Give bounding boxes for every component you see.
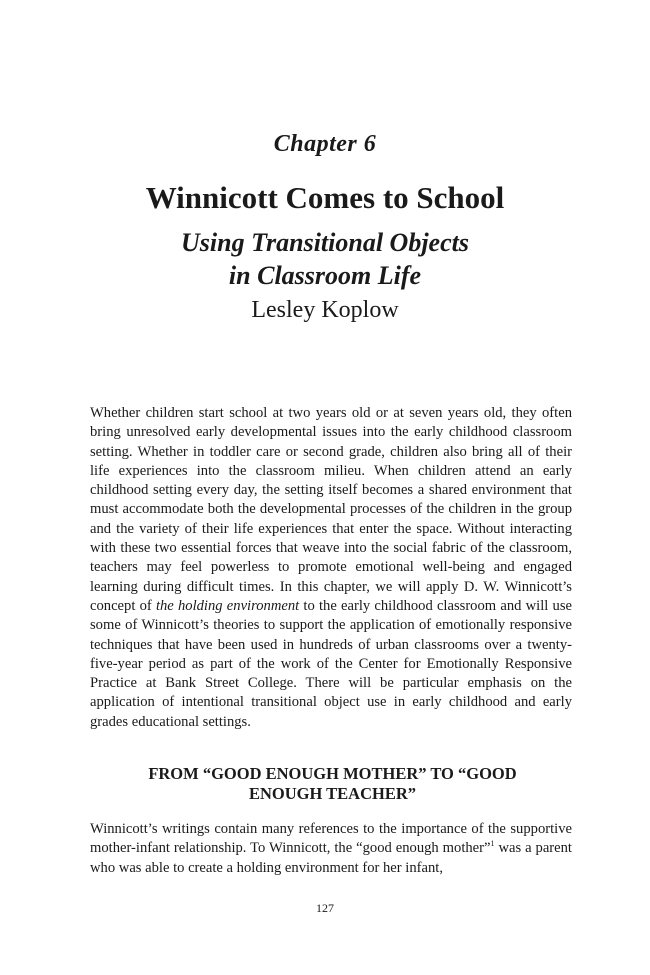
intro-paragraph <box>90 404 572 732</box>
section-text-part-2: was a parent who was able to create a holding environment for her infant, <box>90 840 572 876</box>
chapter-subtitle <box>0 226 650 292</box>
intro-text-part-2: to the early childhood classroom and will use some of Winnicott’s theories to support the application of emotionally responsive techniques that have been used in hundreds of urban classrooms over a twenty-five-year period as part of the work of the Center for Emotionally Responsive Practice at Bank Street College. There will be particular emphasis on the application of intentional transitional object use in early childhood and early grades educational settings. <box>90 597 572 730</box>
section-heading-line-2: ENOUGH TEACHER” <box>248 784 416 803</box>
subtitle-line-2: in Classroom Life <box>228 261 422 290</box>
page-number: 127 <box>316 901 334 915</box>
section-heading <box>130 764 535 804</box>
chapter-title: Winnicott Comes to School <box>145 180 505 215</box>
subtitle-line-1: Using Transitional Objects <box>181 228 469 257</box>
section-paragraph <box>90 820 572 878</box>
section-heading-line-1: FROM “GOOD ENOUGH MOTHER” TO “GOOD <box>148 764 517 783</box>
chapter-label: Chapter 6 <box>273 131 377 157</box>
intro-italic-phrase: the holding environment <box>155 597 300 614</box>
author-name: Lesley Koplow <box>251 297 399 323</box>
section-text-part-1: Winnicott’s writings contain many references to the importance of the supportive mother-infant relationship. To Winnicott, the “good enough mother” <box>90 821 572 857</box>
footnote-marker[interactable]: 1 <box>490 839 495 849</box>
intro-text-part-1: Whether children start school at two years old or at seven years old, they often bring unresolved early developmental issues into the early childhood classroom setting. Whether in toddler care or second grade, children also bring all of their life experiences into the classroom milieu. When children attend an early childhood setting every day, the setting itself becomes a shared environment that must accommodate both the developmental processes of the children in the group and the variety of their life experiences that enter the space. Without interacting with these two essential forces that weave into the social fabric of the classroom, teachers may feel powerless to promote emotional well-being and engaged learning during difficult times. In this chapter, we will apply D. W. Winnicott’s concept of <box>90 405 572 614</box>
